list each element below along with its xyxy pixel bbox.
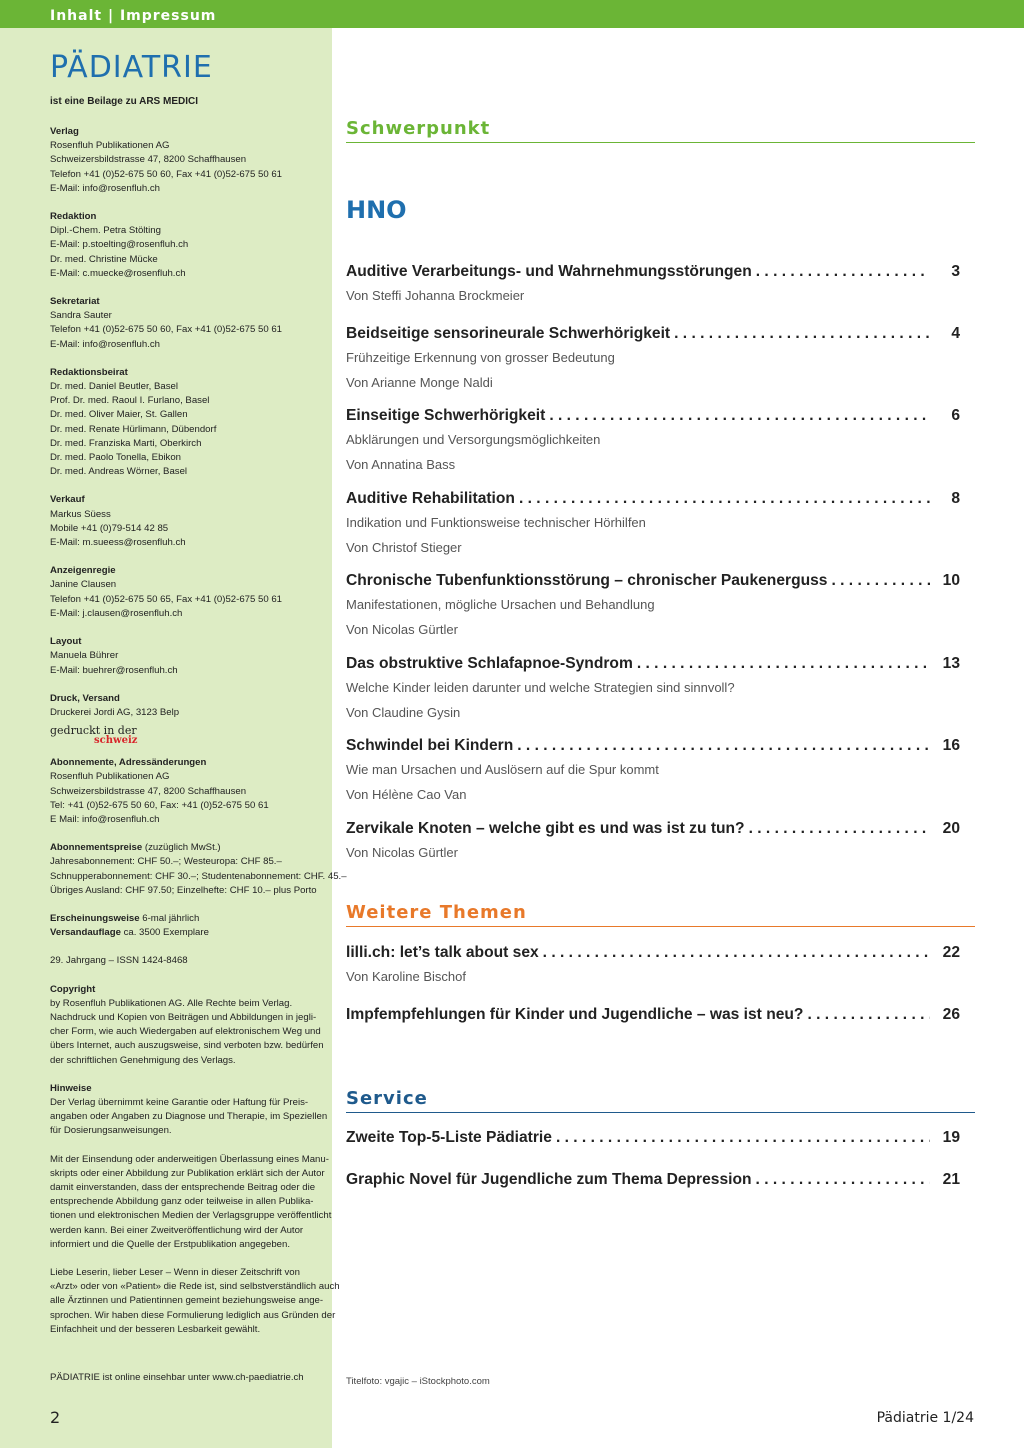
toc-leader-dots [756,1171,930,1189]
toc-leader-dots [807,1006,930,1024]
imprint-abonnementspreise-line: Schnupperabonnement: CHF 30.–; Studentenabonnement: CHF. 45.– [50,870,347,882]
imprint-copyright-head: Copyright [50,983,96,995]
imprint-leserin [50,1266,340,1337]
einsendung-line: skripts oder einer Abbildung zur Publikation erklärt sich der Autor [50,1167,325,1179]
imprint-verlag-head: Verlag [50,126,79,137]
toc-entry-page: 13 [942,655,960,672]
toc-entry[interactable] [346,1171,960,1189]
imprint-einsendung [50,1153,330,1252]
imprint-verlag-line: Rosenfluh Publikationen AG [50,140,170,152]
imprint-sekretariat [50,295,330,352]
toc-entry-page: 3 [951,263,960,280]
toc-entry-row [346,1171,960,1189]
toc-leader-dots [519,490,930,508]
imprint-layout-line: E-Mail: buehrer@rosenfluh.ch [50,664,178,676]
imprint-abonnementspreise-head: Abonnementspreise (zuzüglich MwSt.) [50,842,221,854]
imprint-redaktionsbeirat-head: Redaktionsbeirat [50,366,128,378]
header-bar [0,0,1024,28]
toc-entry-subtitle: Von Hélène Cao Van [346,787,467,802]
leserin-line: «Arzt» oder von «Patient» die Rede ist, sind selbstverständlich auch [50,1281,340,1293]
toc-entry-row [346,737,960,755]
leserin-line: Einfachheit und der besseren Lesbarkeit gewählt. [50,1323,261,1335]
toc-entry-subtitle: Wie man Ursachen und Auslösern auf die Spur kommt [346,762,659,777]
toc-entry[interactable] [346,325,960,393]
imprint-copyright-line: by Rosenfluh Publikationen AG. Alle Rechte beim Verlag. [50,997,293,1009]
toc-entry-row [346,325,960,343]
imprint-copyright-line: cher Form, wie auch Wiedergaben auf elektronischem Weg und [50,1026,321,1038]
toc-entry[interactable] [346,737,960,805]
imprint-redaktionsbeirat-line: Dr. med. Franziska Marti, Oberkirch [50,437,202,449]
toc-entry-title: Einseitige Schwerhörigkeit [346,407,546,424]
toc-entry[interactable] [346,490,960,558]
imprint-layout [50,635,330,678]
imprint-anzeigenregie-line: E-Mail: j.clausen@rosenfluh.ch [50,607,183,619]
issn-line: 29. Jahrgang – ISSN 1424-8468 [50,955,188,967]
erscheinungsweise-value: 6-mal jährlich [139,912,200,924]
toc-leader-dots [556,1129,930,1147]
publication-subtitle: ist eine Beilage zu ARS MEDICI [50,96,198,107]
imprint-sekretariat-line: Sandra Sauter [50,310,112,322]
imprint-anzeigenregie-line: Janine Clausen [50,579,117,591]
toc-entry-subtitle: Indikation und Funktionsweise technischer Hörhilfen [346,515,646,530]
page-number: 2 [50,1408,61,1427]
toc-leader-dots [756,263,930,281]
toc-entry-row [346,407,960,425]
toc-entry[interactable] [346,655,960,723]
imprint-erscheinung [50,912,330,940]
toc-leader-dots [549,407,930,425]
imprint-hinweis-line: für Dosierungsanweisungen. [50,1125,172,1137]
toc-entry-title: Zweite Top-5-Liste Pädiatrie [346,1129,552,1146]
toc-entry[interactable] [346,572,960,640]
imprint-druck-versand [50,692,330,720]
imprint-abonnemente-adress-nderungen-line: Schweizersbildstrasse 47, 8200 Schaffhausen [50,785,247,797]
imprint-redaktionsbeirat-line: Dr. med. Paolo Tonella, Ebikon [50,452,182,464]
imprint-issn [50,954,330,968]
publication-title: PÄDIATRIE [50,50,213,85]
imprint-redaktion-line: Dr. med. Christine Mücke [50,253,158,265]
toc-entry-row [346,572,960,590]
imprint-redaktionsbeirat-line: Prof. Dr. med. Raoul I. Furlano, Basel [50,395,210,407]
imprint-verkauf [50,493,330,550]
imprint-abonnemente-adress-nderungen-line: Tel: +41 (0)52-675 50 60, Fax: +41 (0)52-675 50 61 [50,799,269,811]
toc-entry-page: 16 [942,737,960,754]
imprint-hinweis-line: Der Verlag übernimmt keine Garantie oder Haftung für Preis- [50,1096,309,1108]
toc-entry-row [346,263,960,281]
imprint-layout-line: Manuela Bührer [50,650,119,662]
einsendung-line: werden kann. Bei einer Zweitveröffentlichung wird der Autor [50,1224,304,1236]
toc-entry-title: Auditive Verarbeitungs- und Wahrnehmungsstörungen [346,263,752,280]
toc-entry[interactable] [346,407,960,475]
versandauflage-value: ca. 3500 Exemplare [120,927,209,939]
toc-entry-subtitle: Von Nicolas Gürtler [346,622,458,637]
section-hno: HNO [346,196,407,224]
toc-entry-page: 10 [942,572,960,589]
toc-entry-title: Das obstruktive Schlafapnoe-Syndrom [346,655,633,672]
toc-entry-subtitle: Frühzeitige Erkennung von grosser Bedeutung [346,350,615,365]
imprint-verlag-line: E-Mail: info@rosenfluh.ch [50,182,160,194]
toc-entry-title: Impfempfehlungen für Kinder und Jugendliche – was ist neu? [346,1006,804,1023]
toc-entry-page: 6 [951,407,960,424]
toc-leader-dots [831,572,930,590]
online-note: PÄDIATRIE ist online einsehbar unter www.ch-paediatrie.ch [50,1372,304,1383]
imprint-abonnementspreise-line: Jahresabonnement: CHF 50.–; Westeuropa: CHF 85.– [50,856,282,868]
imprint-redaktion-line: E-Mail: p.stoelting@rosenfluh.ch [50,239,189,251]
einsendung-line: tionen und elektronischen Medien der Verlagsgruppe veröffentlicht [50,1210,332,1222]
imprint-redaktion [50,210,330,281]
toc-entry-subtitle: Von Annatina Bass [346,457,456,472]
toc-entry-row [346,490,960,508]
toc-entry-title: Zervikale Knoten – welche gibt es und was ist zu tun? [346,820,745,837]
imprint-redaktion-line: Dipl.-Chem. Petra Stölting [50,225,161,237]
imprint-layout-head: Layout [50,636,82,648]
toc-entry-page: 20 [942,820,960,837]
toc-entry-title: Beidseitige sensorineurale Schwerhörigkeit [346,325,671,342]
leserin-line: alle Ärztinnen und Patientinnen gemeint beziehungsweise ange- [50,1295,324,1307]
toc-entry-subtitle: Welche Kinder leiden darunter und welche Strategien sind sinnvoll? [346,680,735,695]
imprint-abonnemente-adress-nderungen-head: Abonnemente, Adressänderungen [50,757,207,769]
footer-issue: Pädiatrie 1/24 [876,1410,974,1426]
toc-entry[interactable] [346,820,960,863]
toc-entry-subtitle: Von Karoline Bischof [346,969,466,984]
imprint-abonnementspreise-head-suffix: (zuzüglich MwSt.) [142,842,221,854]
toc-entry-page: 8 [951,490,960,507]
toc-entry-row [346,1006,960,1024]
imprint-hinweis [50,1082,330,1139]
imprint-hinweis-line: angaben oder Angaben zu Diagnose und Therapie, im Speziellen [50,1111,328,1123]
imprint-druck-versand-head: Druck, Versand [50,692,120,704]
toc-entry[interactable] [346,1006,960,1024]
toc-entry-subtitle: Von Nicolas Gürtler [346,845,458,860]
toc-entry-row [346,944,960,962]
toc-entry-page: 19 [942,1129,960,1146]
photo-credit: Titelfoto: vgajic – iStockphoto.com [346,1376,490,1387]
imprint-abonnemente-adress-nderungen-line: Rosenfluh Publikationen AG [50,771,170,783]
toc-entry[interactable] [346,944,960,987]
erscheinungsweise-label: Erscheinungsweise [50,912,140,924]
versandauflage [50,926,330,940]
imprint-abonnemente-adress-nderungen-line: E Mail: info@rosenfluh.ch [50,813,160,825]
imprint-redaktion-head: Redaktion [50,211,97,223]
gedruckt-logo-line2: schweiz [94,735,138,747]
imprint-redaktionsbeirat-line: Dr. med. Renate Hürlimann, Dübendorf [50,423,217,435]
imprint-redaktionsbeirat [50,366,330,480]
imprint-redaktionsbeirat-line: Dr. med. Daniel Beutler, Basel [50,381,178,393]
toc-entry-page: 22 [942,944,960,961]
imprint-verlag [50,125,330,196]
leserin-line: sprochen. Wir haben diese Formulierung lediglich aus Gründen der [50,1309,336,1321]
toc-entry-title: Schwindel bei Kindern [346,737,514,754]
toc-entry-title: Graphic Novel für Jugendliche zum Thema Depression [346,1171,752,1188]
imprint-sekretariat-line: Telefon +41 (0)52-675 50 60, Fax +41 (0)52-675 50 61 [50,324,283,336]
imprint-anzeigenregie-head: Anzeigenregie [50,565,116,577]
section-service: Service [346,1088,975,1113]
toc-entry-page: 4 [951,325,960,342]
imprint-anzeigenregie [50,564,330,621]
leserin-line: Liebe Leserin, lieber Leser – Wenn in dieser Zeitschrift von [50,1267,300,1278]
imprint-copyright-line: der schriftlichen Genehmigung des Verlags. [50,1054,236,1066]
toc-entry-row [346,655,960,673]
toc-entry-subtitle: Manifestationen, mögliche Ursachen und Behandlung [346,597,655,612]
toc-entry-subtitle: Von Steffi Johanna Brockmeier [346,288,525,303]
imprint [50,125,347,1351]
toc-entry-page: 21 [942,1171,960,1188]
section-weitere-themen: Weitere Themen [346,902,975,927]
einsendung-line: damit einverstanden, dass der entsprechende Beitrag oder die [50,1181,316,1193]
toc-leader-dots [517,737,930,755]
toc-entry-subtitle: Von Claudine Gysin [346,705,461,720]
imprint-abonnementspreise [50,841,347,898]
imprint-abonnemente-adress-nderungen [50,756,330,827]
toc-entry-page: 26 [942,1006,960,1023]
imprint-sekretariat-line: E-Mail: info@rosenfluh.ch [50,338,160,350]
toc-entry-subtitle: Abklärungen und Versorgungsmöglichkeiten [346,432,601,447]
imprint-redaktionsbeirat-line: Dr. med. Oliver Maier, St. Gallen [50,409,188,421]
toc-entry-row [346,820,960,838]
toc-leader-dots [674,325,930,343]
imprint-verkauf-line: Mobile +41 (0)79-514 42 85 [50,522,169,534]
imprint-copyright-line: Nachdruck und Kopien von Beiträgen und Abbildungen in jegli- [50,1011,317,1023]
imprint-copyright-line: übers Internet, auch auszugsweise, sind verboten bzw. bedürfen [50,1040,324,1052]
toc-entry-title: Chronische Tubenfunktionsstörung – chronischer Paukenerguss [346,572,828,589]
imprint-verkauf-line: Markus Süess [50,508,111,520]
toc-leader-dots [749,820,930,838]
einsendung-line: Mit der Einsendung oder anderweitigen Überlassung eines Manu- [50,1153,329,1165]
imprint-verkauf-head: Verkauf [50,494,85,506]
einsendung-line: entsprechende Abbildung ganz oder teilweise in allen Publika- [50,1196,314,1208]
toc-entry-row [346,1129,960,1147]
imprint-druck-versand-line: Druckerei Jordi AG, 3123 Belp [50,706,180,718]
imprint-verlag-line: Schweizersbildstrasse 47, 8200 Schaffhausen [50,154,247,166]
gedruckt-logo-line1: gedruckt in der [50,724,137,738]
imprint-sekretariat-head: Sekretariat [50,296,100,308]
toc-entry-subtitle: Von Arianne Monge Naldi [346,375,493,390]
toc-leader-dots [637,655,930,673]
erscheinungsweise [50,912,330,926]
imprint-redaktion-line: E-Mail: c.muecke@rosenfluh.ch [50,267,186,279]
einsendung-line: informiert und die Quelle der Erstpublikation angegeben. [50,1238,290,1250]
imprint-verlag-line: Telefon +41 (0)52-675 50 60, Fax +41 (0)52-675 50 61 [50,168,283,180]
imprint-hinweis-head: Hinweise [50,1082,92,1094]
imprint-verkauf-line: E-Mail: m.sueess@rosenfluh.ch [50,537,186,549]
imprint-redaktionsbeirat-line: Dr. med. Andreas Wörner, Basel [50,466,188,478]
toc-entry[interactable] [346,263,960,306]
imprint-anzeigenregie-line: Telefon +41 (0)52-675 50 65, Fax +41 (0)52-675 50 61 [50,593,283,605]
toc-leader-dots [543,944,930,962]
gedruckt-in-der-schweiz-logo [50,724,330,746]
versandauflage-label: Versandauflage [50,927,121,939]
toc-entry-title: lilli.ch: let’s talk about sex [346,944,539,961]
imprint-copyright [50,983,330,1068]
header-label: Inhalt | Impressum [50,8,217,24]
toc-entry-subtitle: Von Christof Stieger [346,540,462,555]
section-schwerpunkt: Schwerpunkt [346,118,975,143]
toc-entry[interactable] [346,1129,960,1147]
imprint-abonnementspreise-line: Übriges Ausland: CHF 97.50; Einzelhefte: CHF 10.– plus Porto [50,884,317,896]
toc-entry-title: Auditive Rehabilitation [346,490,515,507]
